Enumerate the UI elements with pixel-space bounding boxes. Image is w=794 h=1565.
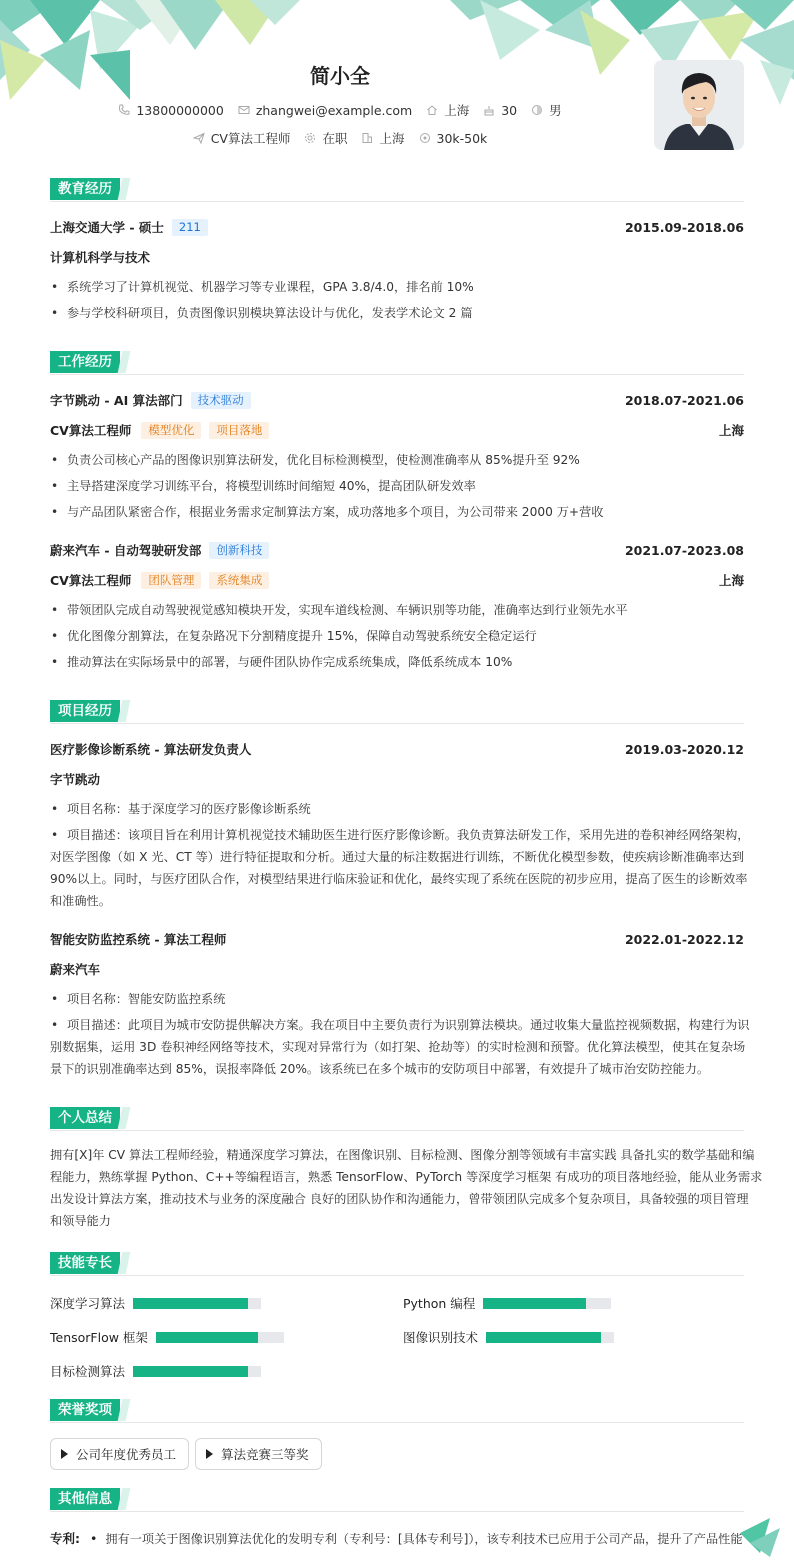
building-icon — [361, 132, 373, 144]
work-section — [50, 351, 744, 669]
location-item — [426, 101, 469, 119]
candidate-name: 简小全 — [310, 64, 370, 88]
summary-line: 出发设计算法方案，推动技术与业务的深度融合 良好的团队协作和沟通能力，曾带领团队完成多个复杂项目，具备较强的项目管理 — [50, 1192, 749, 1206]
description-line: 和准确性。 — [50, 894, 111, 908]
education-bullet: • 系统学习了计算机视觉、机器学习等专业课程，GPA 3.8/4.0，排名前 10% — [50, 276, 744, 298]
job-bullet: • 主导搭建深度学习训练平台，将模型训练时间缩短 40%，提高团队研发效率 — [50, 475, 744, 497]
skill-level-fill — [133, 1366, 248, 1377]
education-bullet: • 参与学校科研项目，负责图像识别模块算法设计与优化，发表学术论文 2 篇 — [50, 302, 744, 324]
skill-tag: 项目落地 — [209, 422, 269, 439]
award-name: 公司年度优秀员工 — [76, 1447, 177, 1462]
city-text: 上海 — [379, 131, 405, 146]
section-title: 工作经历 — [50, 351, 120, 373]
job-bullet: • 负责公司核心产品的图像识别算法研发，优化目标检测模型，使检测准确率从 85%提升至 92% — [50, 449, 744, 471]
job-bullet: • 优化图像分割算法，在复杂路况下分割精度提升 15%，保障自动驾驶系统安全稳定运行 — [50, 625, 744, 647]
company-name: 字节跳动 - AI 算法部门 — [50, 393, 183, 408]
profile-header — [0, 0, 794, 170]
section-header — [50, 351, 744, 375]
job-intent-row — [0, 129, 680, 147]
summary-line: 程能力，熟练掌握 Python、C++等编程语言，熟悉 TensorFlow、PyTorch 等深度学习框架 有成功的项目落地经验，能从业务需求 — [50, 1170, 763, 1184]
description-line: 对医学图像（如 X 光、CT 等）进行特征提取和分析。通过大量的标注数据进行训练，不断优化模型参数，使疾病诊断准确率达到 — [50, 850, 745, 864]
section-divider — [50, 723, 744, 724]
salary-item — [419, 131, 488, 146]
skill-level-fill — [133, 1298, 248, 1309]
skill-item — [50, 1328, 284, 1346]
salary-icon — [419, 132, 431, 144]
skill-level-bar — [483, 1298, 611, 1309]
major-name: 计算机科学与技术 — [50, 250, 151, 265]
awards-list — [50, 1438, 744, 1470]
phone-icon — [118, 104, 130, 116]
summary-line: 拥有[X]年 CV 算法工程师经验，精通深度学习算法，在图像识别、目标检测、图像分割等领域有丰富实践 具备扎实的数学基础和编 — [50, 1148, 755, 1162]
section-divider — [50, 1511, 744, 1512]
phone-item — [118, 103, 223, 118]
contact-row — [0, 101, 680, 119]
education-date: 2015.09-2018.06 — [624, 219, 744, 235]
description-line: • 项目描述：此项目为城市安防提供解决方案。我在项目中主要负责行为识别算法模块。通过收集大量监控视频数据，构建行为识 — [67, 1018, 750, 1032]
project-company: 蔚来汽车 — [50, 962, 101, 977]
play-icon — [206, 1449, 213, 1459]
section-title: 教育经历 — [50, 178, 120, 200]
major-row — [50, 248, 744, 266]
section-divider — [50, 1275, 744, 1276]
skill-item — [50, 1294, 261, 1312]
patent-row — [50, 1529, 744, 1547]
skill-level-fill — [486, 1332, 601, 1343]
section-title: 项目经历 — [50, 700, 120, 722]
job-date: 2018.07-2021.06 — [624, 392, 744, 408]
email-item — [238, 103, 412, 118]
location-text: 上海 — [444, 103, 470, 118]
gender-icon — [531, 104, 543, 116]
skill-level-fill — [156, 1332, 258, 1343]
project-company-row — [50, 960, 744, 978]
home-icon — [426, 104, 438, 116]
section-header — [50, 178, 744, 202]
description-line: 90%以上。同时，与医疗团队合作，对模型结果进行临床验证和优化，最终实现了系统在医院的初步应用，提高了医生的诊断效率 — [50, 872, 748, 886]
skills-section — [50, 1252, 744, 1379]
skill-level-bar — [156, 1332, 284, 1343]
mail-icon — [238, 104, 250, 116]
gender-text: 男 — [549, 103, 562, 118]
skill-level-bar — [133, 1298, 261, 1309]
section-header — [50, 1488, 744, 1512]
age-text: 30 — [501, 102, 518, 118]
summary-section — [50, 1107, 763, 1228]
skill-level-bar — [133, 1366, 261, 1377]
position-row — [50, 421, 744, 439]
bullet-dot: • — [90, 1530, 98, 1546]
job-header — [50, 541, 744, 559]
summary-line: 和领导能力 — [50, 1214, 111, 1228]
company-tag: 技术驱动 — [191, 392, 251, 409]
job-city: 上海 — [718, 423, 744, 438]
email-text: zhangwei@example.com — [255, 102, 413, 118]
awards-section — [50, 1399, 744, 1462]
age-item — [483, 103, 517, 118]
section-header — [50, 1252, 744, 1276]
status-item — [304, 129, 347, 147]
description-line: 别数据集，运用 3D 卷积神经网络等技术，实现对异常行为（如打架、抢劫等）的实时检测和预警。优化算法模型，使其在复杂场 — [50, 1040, 746, 1054]
description-line: 景下的识别准确率达到 85%，误报率降低 20%。该系统已在多个城市的安防项目中部署，有效提升了城市治安防控能力。 — [50, 1062, 710, 1076]
position-name: CV算法工程师 — [50, 573, 132, 588]
job-city: 上海 — [718, 573, 744, 588]
job-date: 2021.07-2023.08 — [624, 542, 744, 558]
skill-level-bar — [486, 1332, 614, 1343]
job-bullet: • 推动算法在实际场景中的部署，与硬件团队协作完成系统集成，降低系统成本 10% — [50, 651, 744, 673]
project-date: 2019.03-2020.12 — [624, 741, 744, 757]
settings-icon — [304, 132, 316, 144]
gender-item — [531, 101, 562, 119]
corner-triangle-pattern — [740, 1513, 780, 1557]
skill-tag: 模型优化 — [141, 422, 201, 439]
section-divider — [50, 201, 744, 202]
skill-item — [50, 1362, 261, 1380]
section-title: 荣誉奖项 — [50, 1399, 120, 1421]
skill-name: Python 编程 — [403, 1296, 476, 1311]
project-date: 2022.01-2022.12 — [624, 931, 744, 947]
position-name: CV算法工程师 — [50, 423, 132, 438]
skill-name: 目标检测算法 — [50, 1364, 126, 1379]
projects-section — [50, 700, 750, 1076]
skill-name: 深度学习算法 — [50, 1296, 126, 1311]
section-divider — [50, 1130, 744, 1131]
status-text: 在职 — [322, 131, 348, 146]
project-name: 智能安防监控系统 - 算法工程师 — [50, 932, 227, 947]
salary-text: 30k-50k — [436, 130, 488, 146]
school-tag: 211 — [172, 219, 208, 236]
project-company: 字节跳动 — [50, 772, 101, 787]
send-icon — [193, 132, 205, 144]
skill-name: 图像识别技术 — [403, 1330, 479, 1345]
job-header — [50, 391, 744, 409]
project-bullet: • 项目名称：基于深度学习的医疗影像诊断系统 — [50, 798, 744, 820]
section-header — [50, 700, 744, 724]
section-title: 个人总结 — [50, 1107, 120, 1129]
description-line: • 项目描述：该项目旨在利用计算机视觉技术辅助医生进行医疗影像诊断。我负责算法研发工作，采用先进的卷积神经网络架构， — [67, 828, 750, 842]
project-header — [50, 930, 744, 948]
city-item — [361, 129, 404, 147]
skill-item — [403, 1294, 611, 1312]
project-description — [50, 824, 750, 846]
cake-icon — [483, 104, 495, 116]
skill-tag: 系统集成 — [209, 572, 269, 589]
skill-level-fill — [483, 1298, 585, 1309]
school-name: 上海交通大学 - 硕士 — [50, 220, 164, 235]
company-name: 蔚来汽车 - 自动驾驶研发部 — [50, 543, 202, 558]
skill-item — [403, 1328, 614, 1346]
section-divider — [50, 1422, 744, 1423]
section-title: 其他信息 — [50, 1488, 120, 1510]
education-entry-header — [50, 218, 744, 236]
education-section — [50, 178, 744, 320]
award-chip — [195, 1438, 322, 1470]
position-row — [50, 571, 744, 589]
other-info-section — [50, 1488, 744, 1546]
project-company-row — [50, 770, 744, 788]
award-chip — [50, 1438, 189, 1470]
patent-text: 拥有一项关于图像识别算法优化的发明专利（专利号：[具体专利号]），该专利技术已应用于公司产品，提升了产品性能 — [105, 1531, 743, 1546]
job-title-text: CV算法工程师 — [210, 131, 291, 146]
section-divider — [50, 374, 744, 375]
avatar-illustration — [654, 60, 744, 150]
job-bullet: • 与产品团队紧密合作，根据业务需求定制算法方案，成功落地多个项目，为公司带来 2000 万+营收 — [50, 501, 744, 523]
section-header — [50, 1399, 744, 1423]
section-title: 技能专长 — [50, 1252, 120, 1274]
project-name: 医疗影像诊断系统 - 算法研发负责人 — [50, 742, 252, 757]
company-tag: 创新科技 — [209, 542, 269, 559]
skill-tag: 团队管理 — [141, 572, 201, 589]
phone-text: 13800000000 — [136, 102, 224, 118]
section-header — [50, 1107, 744, 1131]
project-bullet: • 项目名称：智能安防监控系统 — [50, 988, 744, 1010]
project-header — [50, 740, 744, 758]
project-description — [50, 1014, 750, 1036]
avatar-photo — [654, 60, 744, 150]
skill-name: TensorFlow 框架 — [50, 1330, 148, 1345]
patent-label: 专利: — [50, 1531, 80, 1546]
job-bullet: • 带领团队完成自动驾驶视觉感知模块开发，实现车道线检测、车辆识别等功能，准确率达到行业领先水平 — [50, 599, 744, 621]
award-name: 算法竞赛三等奖 — [221, 1447, 309, 1462]
play-icon — [61, 1449, 68, 1459]
job-title-item — [193, 129, 291, 147]
